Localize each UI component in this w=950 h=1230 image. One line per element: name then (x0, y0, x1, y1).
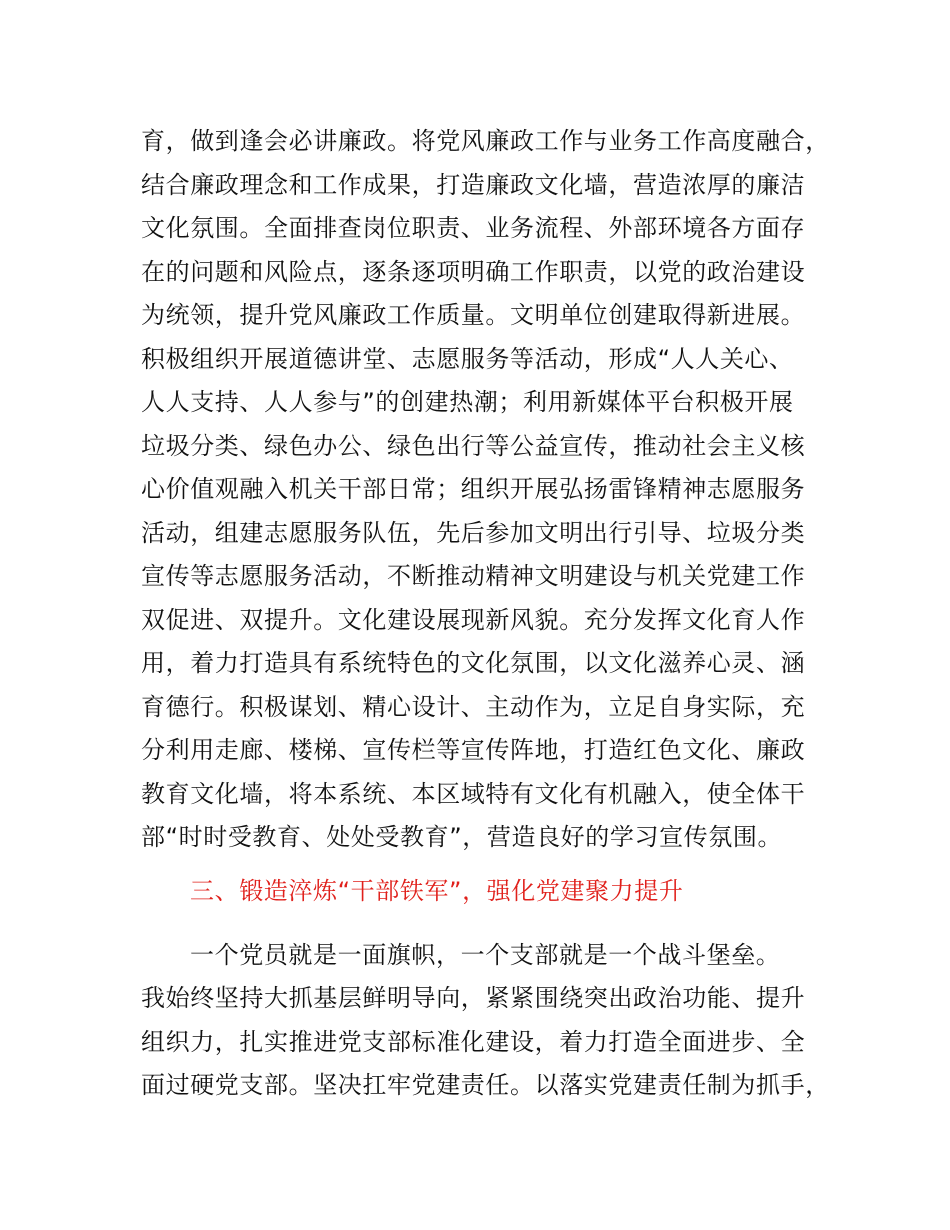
body-line-11: 宣传等志愿服务活动，不断推动精神文明建设与机关党建工作 (141, 562, 806, 590)
body-line-16: 教育文化墙，将本系统、本区域特有文化有机融入，使全体干 (141, 780, 806, 808)
body-line-13: 用，着力打造具有系统特色的文化氛围，以文化滋养心灵、涵 (141, 649, 806, 677)
body-line-9: 心价值观融入机关干部日常；组织开展弘扬雷锋精神志愿服务 (141, 475, 806, 503)
body-line-10: 活动，组建志愿服务队伍，先后参加文明出行引导、垃圾分类 (141, 519, 806, 547)
section-line-4: 面过硬党支部。坚决扛牢党建责任。以落实党建责任制为抓手， (141, 1071, 830, 1099)
section-line-2: 我始终坚持大抓基层鲜明导向，紧紧围绕突出政治功能、提升 (141, 984, 806, 1012)
body-line-17: 部“时时受教育、处处受教育”，营造良好的学习宣传氛围。 (141, 823, 783, 851)
body-line-8: 垃圾分类、绿色办公、绿色出行等公益宣传，推动社会主义核 (141, 432, 806, 460)
body-line-14: 育德行。积极谋划、精心设计、主动作为，立足自身实际，充 (141, 693, 806, 721)
section-line-1: 一个党员就是一面旗帜，一个支部就是一个战斗堡垒。 (190, 941, 781, 969)
body-line-1: 育，做到逢会必讲廉政。将党风廉政工作与业务工作高度融合， (141, 127, 830, 155)
body-line-3: 文化氛围。全面排查岗位职责、业务流程、外部环境各方面存 (141, 214, 806, 242)
body-line-6: 积极组织开展道德讲堂、志愿服务等活动，形成“人人关心、 (141, 345, 794, 373)
body-line-15: 分利用走廊、楼梯、宣传栏等宣传阵地，打造红色文化、廉政 (141, 736, 806, 764)
section-line-3: 组织力，扎实推进党支部标准化建设，着力打造全面进步、全 (141, 1028, 806, 1056)
section-heading: 三、锻造淬炼“干部铁军”，强化党建聚力提升 (190, 877, 684, 905)
body-line-2: 结合廉政理念和工作成果，打造廉政文化墙，营造浓厚的廉洁 (141, 171, 806, 199)
body-line-12: 双促进、双提升。文化建设展现新风貌。充分发挥文化育人作 (141, 606, 806, 634)
body-line-4: 在的问题和风险点，逐条逐项明确工作职责，以党的政治建设 (141, 258, 806, 286)
body-line-5: 为统领，提升党风廉政工作质量。文明单位创建取得新进展。 (141, 301, 806, 329)
body-line-7: 人人支持、人人参与”的创建热潮；利用新媒体平台积极开展 (141, 388, 794, 416)
